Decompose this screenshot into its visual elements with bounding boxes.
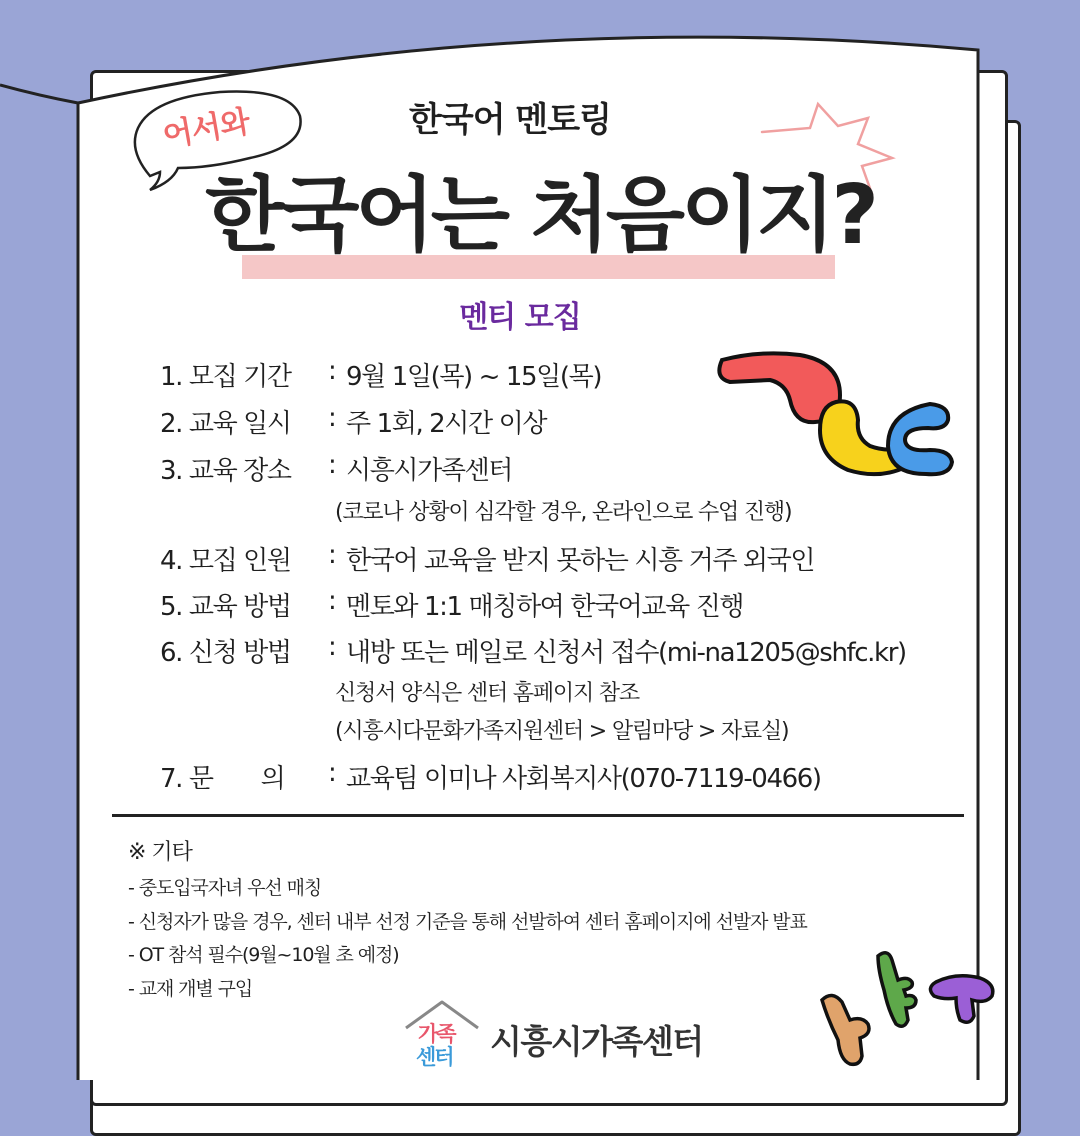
info-separator: : [328,632,336,662]
info-row-method [160,586,743,623]
info-label: 6. 신청 방법 [160,638,291,668]
info-separator: : [328,540,336,570]
info-value: 시흥시가족센터 [346,456,513,486]
recruit-label: 멘티 모집 [459,300,581,335]
info-value: 한국어 교육을 받지 못하는 시흥 거주 외국인 [346,546,815,576]
info-separator: : [328,356,336,386]
info-label: 7. 문 의 [160,764,285,794]
logo-mark-top-text: 가족 [418,1022,455,1046]
etc-item: - 중도입국자녀 우선 매칭 [128,877,322,899]
info-label: 3. 교육 장소 [160,456,291,486]
info-separator: : [328,450,336,480]
info-separator: : [328,758,336,788]
etc-item: - OT 참석 필수(9월~10월 초 예정) [128,944,399,966]
info-value: 내방 또는 메일로 신청서 접수(mi-na1205@shfc.kr) [346,638,906,668]
info-separator: : [328,403,336,433]
speech-bubble-text: 어서와 [160,103,252,155]
etc-title: ※ 기타 [128,840,192,865]
info-label: 1. 모집 기간 [160,362,291,392]
info-value: 멘토와 1:1 매칭하여 한국어교육 진행 [346,592,744,622]
info-row-application [160,632,906,669]
etc-item: - 신청자가 많을 경우, 센터 내부 선정 기준을 통해 선발하여 센터 홈페이지에 선발자 발표 [128,911,807,933]
info-label: 5. 교육 방법 [160,592,291,622]
logo-name: 시흥시가족센터 [490,1022,703,1061]
location-note: (코로나 상황이 심각할 경우, 온라인으로 수업 진행) [335,500,792,525]
logo-mark-bottom-text: 센터 [416,1045,453,1069]
info-value: 교육팀 이미나 사회복지사(070-7119-0466) [346,764,821,794]
info-value: 9월 1일(목) ~ 15일(목) [346,362,602,392]
section-divider [112,814,964,817]
logo-mark-bottom [416,1041,453,1071]
page-headline: 한국어는 처음이지? [205,168,875,263]
form-note: 신청서 양식은 센터 홈페이지 참조 [335,681,639,706]
info-row-eligibility [160,540,814,577]
info-row-period [160,356,601,393]
form-path-note: (시흥시다문화가족지원센터 > 알림마당 > 자료실) [335,719,789,744]
info-separator: : [328,586,336,616]
info-label: 2. 교육 일시 [160,409,291,439]
info-row-contact [160,758,821,795]
info-row-schedule [160,403,546,440]
info-row-location [160,450,512,487]
info-value: 주 1회, 2시간 이상 [346,409,547,439]
info-label: 4. 모집 인원 [160,546,291,576]
etc-item: - 교재 개별 구입 [128,978,253,1000]
page-subtitle: 한국어 멘토링 [409,100,611,140]
